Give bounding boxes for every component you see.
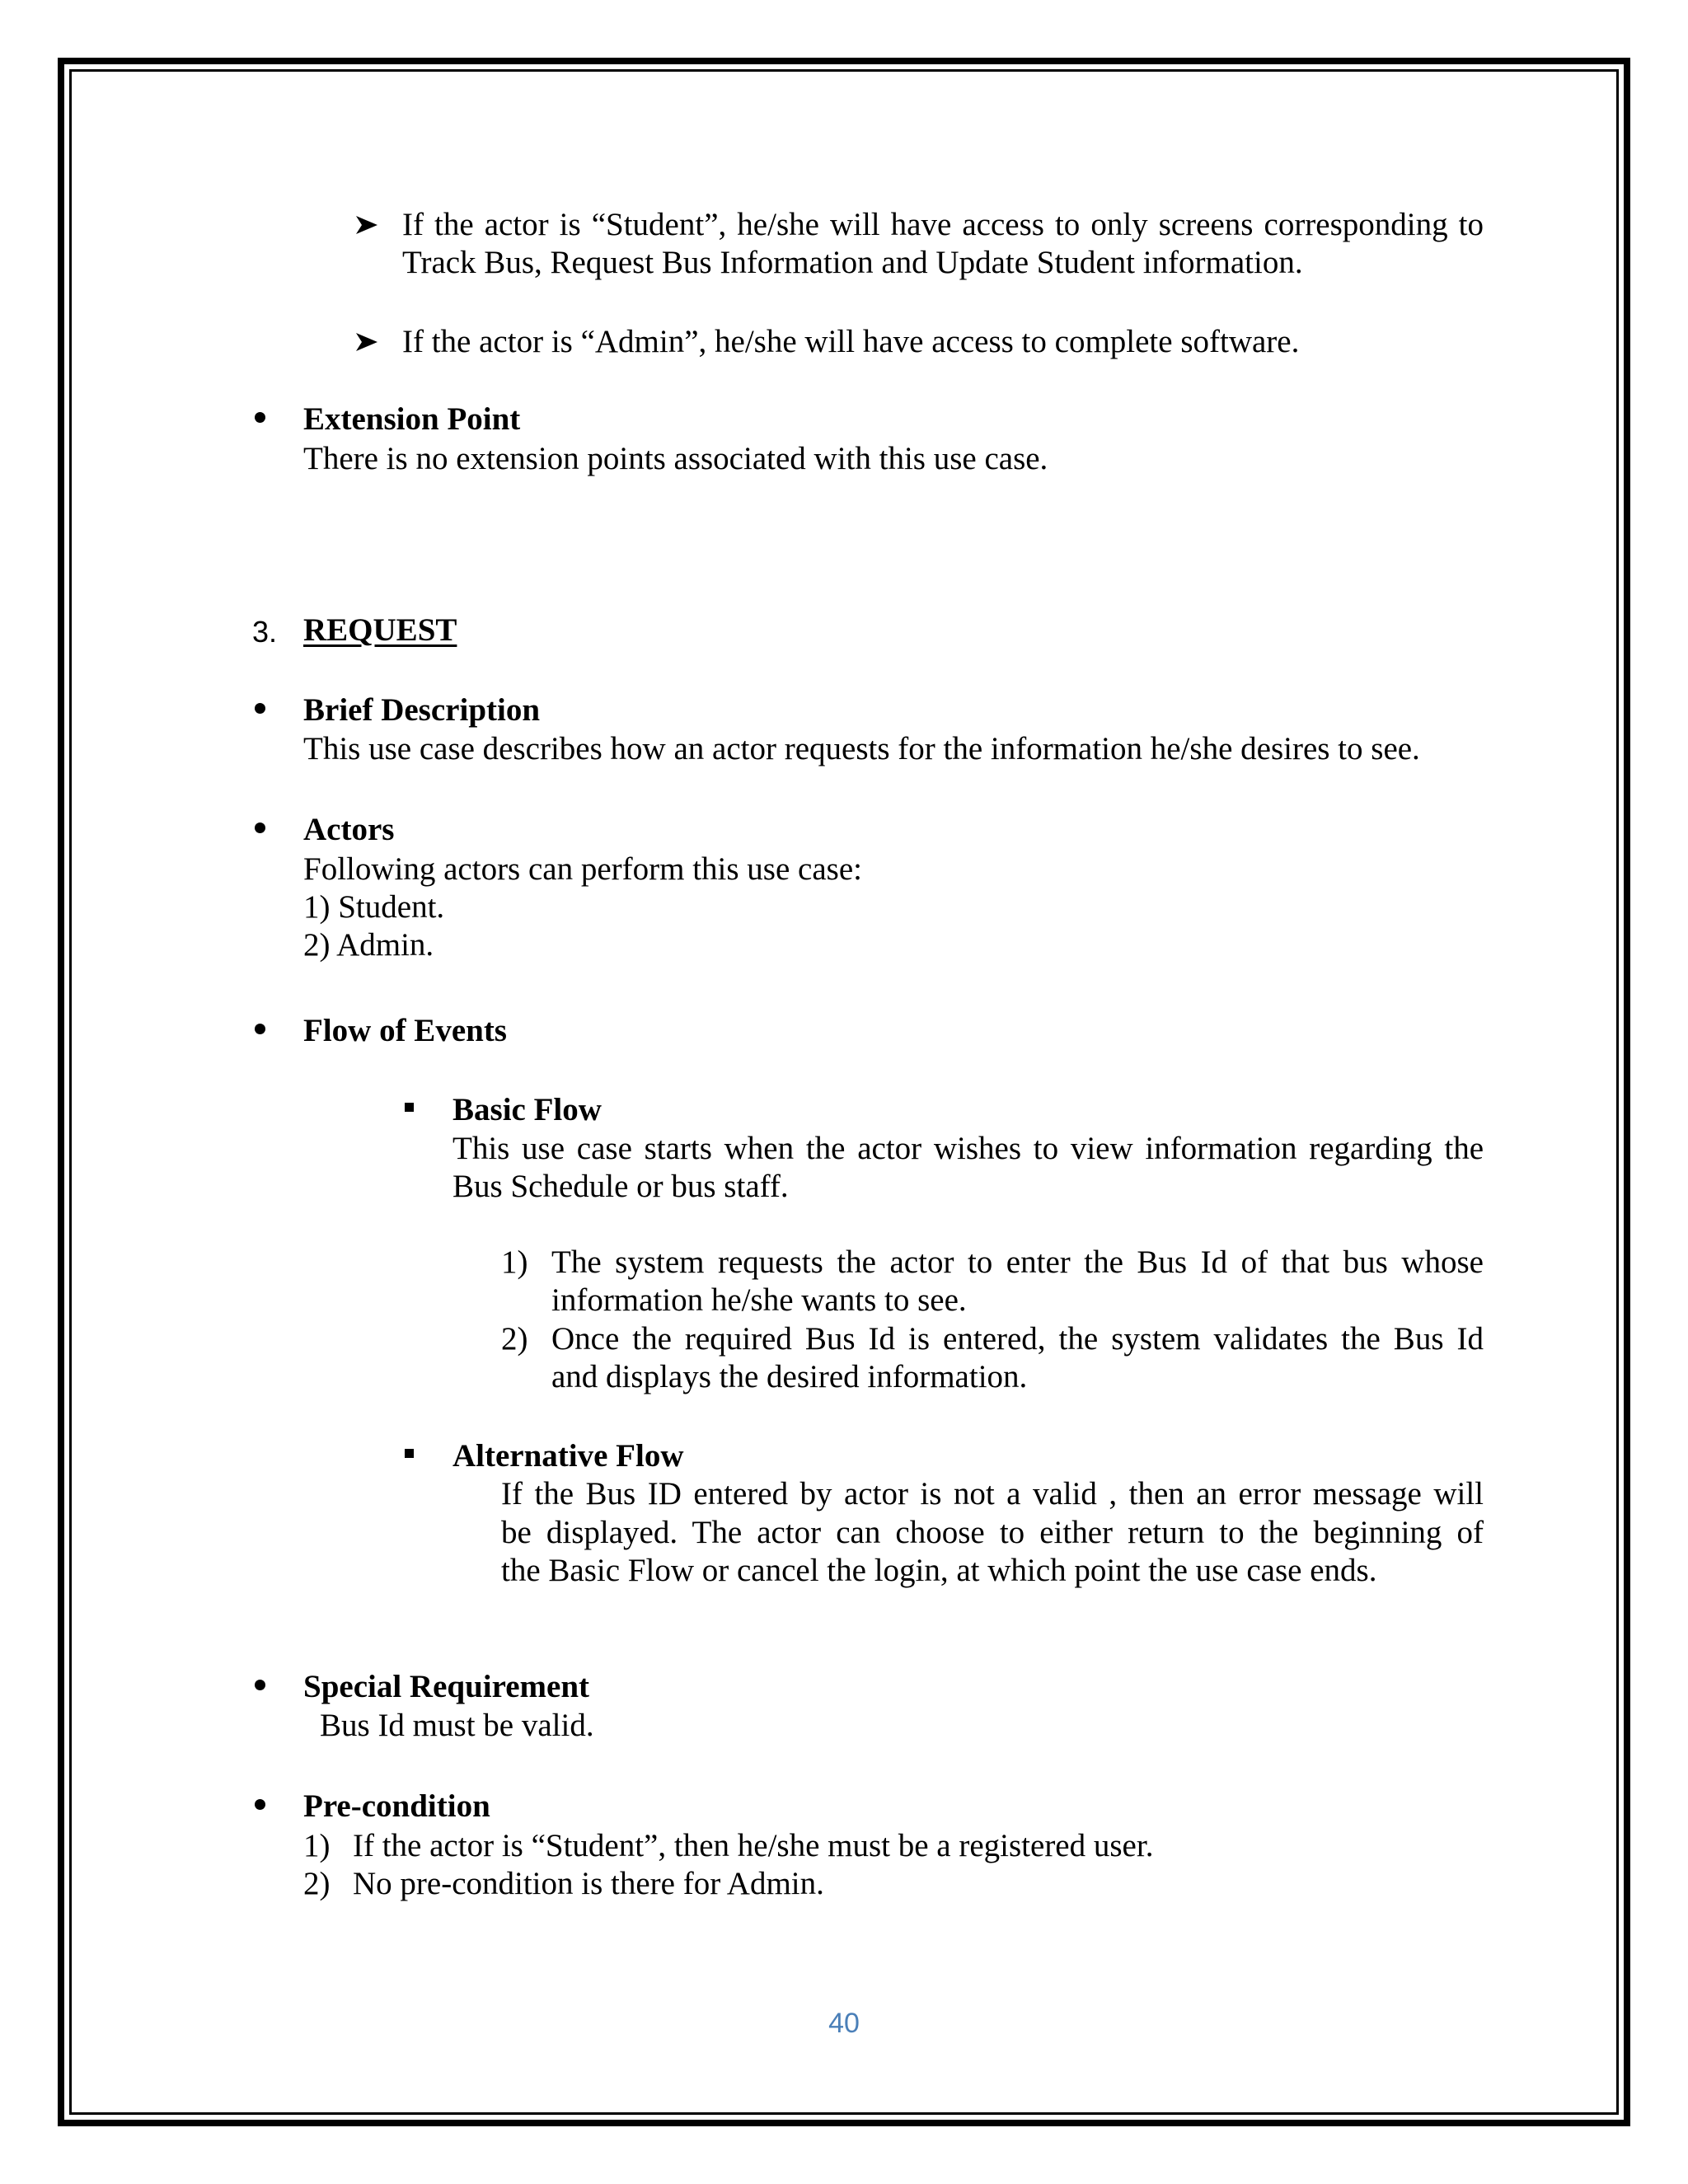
alternative-flow-line3: the Basic Flow or cancel the login, at which point the use case ends. bbox=[501, 1553, 1377, 1588]
access-student-line2: Track Bus, Request Bus Information and Update Student information. bbox=[402, 245, 1303, 280]
arrow-bullet-icon bbox=[354, 331, 379, 353]
access-student-line1: If the actor is “Student”, he/she will have access to only screens corresponding to bbox=[402, 207, 1484, 242]
section-title: REQUEST bbox=[303, 612, 457, 648]
arrow-bullet-icon bbox=[354, 214, 379, 236]
special-requirement-heading: Special Requirement bbox=[303, 1669, 590, 1704]
alternative-flow-line2: be displayed. The actor can choose to either return to the beginning of bbox=[501, 1515, 1484, 1550]
section-number: 3. bbox=[252, 615, 278, 649]
flow-of-events-heading: Flow of Events bbox=[303, 1013, 507, 1048]
basic-flow-line2: Bus Schedule or bus staff. bbox=[452, 1169, 789, 1204]
access-admin-line1: If the actor is “Admin”, he/she will have access to complete software. bbox=[402, 324, 1300, 359]
basic-flow-step-number: 2) bbox=[501, 1321, 528, 1357]
basic-flow-line1: This use case starts when the actor wishes to view information regarding the bbox=[452, 1131, 1484, 1166]
pre-condition-item-number: 2) bbox=[303, 1866, 331, 1901]
basic-flow-step-line1: The system requests the actor to enter the Bus Id of that bus whose bbox=[551, 1244, 1484, 1280]
pre-condition-heading: Pre-condition bbox=[303, 1788, 490, 1824]
brief-description-text: This use case describes how an actor requests for the information he/she desires to see. bbox=[303, 731, 1420, 766]
bullet-icon bbox=[255, 823, 265, 833]
actors-heading: Actors bbox=[303, 812, 395, 847]
bullet-icon bbox=[255, 412, 265, 423]
actors-intro: Following actors can perform this use case: bbox=[303, 851, 862, 887]
basic-flow-heading: Basic Flow bbox=[452, 1092, 602, 1127]
pre-condition-item-text: No pre-condition is there for Admin. bbox=[353, 1866, 824, 1901]
bullet-icon bbox=[255, 1024, 265, 1034]
special-requirement-text: Bus Id must be valid. bbox=[320, 1708, 594, 1743]
page-number: 40 bbox=[828, 2008, 860, 2039]
square-bullet-icon bbox=[405, 1449, 414, 1458]
square-bullet-icon bbox=[405, 1103, 414, 1112]
extension-point-text: There is no extension points associated with this use case. bbox=[303, 441, 1048, 476]
pre-condition-item-text: If the actor is “Student”, then he/she must be a registered user. bbox=[353, 1828, 1154, 1863]
alternative-flow-heading: Alternative Flow bbox=[452, 1438, 684, 1474]
pre-condition-item-number: 1) bbox=[303, 1828, 331, 1863]
extension-point-heading: Extension Point bbox=[303, 401, 521, 437]
bullet-icon bbox=[255, 703, 265, 714]
bullet-icon bbox=[255, 1680, 265, 1690]
basic-flow-step-number: 1) bbox=[501, 1244, 528, 1280]
actors-list-item: 1) Student. bbox=[303, 889, 445, 925]
page-border-inner bbox=[69, 69, 1619, 2115]
bullet-icon bbox=[255, 1799, 265, 1810]
alternative-flow-line1: If the Bus ID entered by actor is not a valid , then an error message will bbox=[501, 1476, 1484, 1511]
basic-flow-step-line2: and displays the desired information. bbox=[551, 1359, 1028, 1394]
basic-flow-step-line1: Once the required Bus Id is entered, the system validates the Bus Id bbox=[551, 1321, 1484, 1357]
brief-description-heading: Brief Description bbox=[303, 692, 541, 728]
actors-list-item: 2) Admin. bbox=[303, 927, 434, 963]
basic-flow-step-line2: information he/she wants to see. bbox=[551, 1282, 967, 1318]
